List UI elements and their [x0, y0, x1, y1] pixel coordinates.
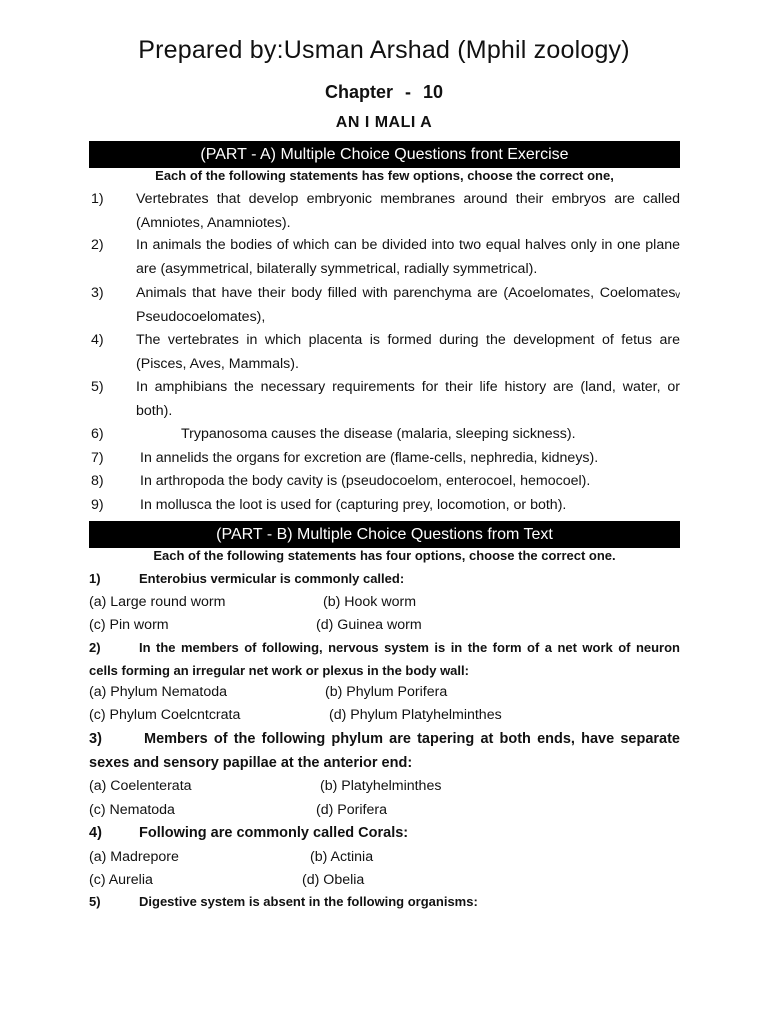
- question-text: Trypanosoma causes the disease (malaria, sleeping sickness).: [181, 426, 576, 442]
- question-text: In amphibians the necessary requirements for their life history are (land, water, or both).: [136, 379, 680, 419]
- part-b-question: [89, 822, 680, 846]
- part-b-question: [89, 568, 680, 591]
- chapter-label: Chapter: [324, 82, 393, 102]
- question-text: Vertebrates that develop embryonic membranes around their embryos are called (Amniotes, Anamniotes).: [136, 191, 680, 231]
- option: (a) Phylum Nematoda: [89, 684, 227, 700]
- page-title: Prepared by:Usman Arshad (Mphil zoology): [138, 36, 630, 64]
- option: (d) Phylum Platyhelminthes: [329, 707, 502, 723]
- question-number: 2): [91, 237, 104, 253]
- chapter-heading: [0, 82, 768, 103]
- option: (c) Nematoda: [89, 802, 175, 818]
- option-row: [89, 800, 680, 820]
- option: (c) Pin worm: [89, 617, 169, 633]
- option: (d) Porifera: [316, 802, 387, 818]
- question-number: 3): [89, 731, 102, 747]
- part-b-question: [89, 728, 680, 775]
- chapter-subtitle: AN I MALI A: [335, 114, 433, 131]
- option: (d) Guinea worm: [316, 617, 422, 633]
- question-text: Following are commonly called Corals:: [139, 825, 409, 841]
- option-row: [89, 615, 680, 635]
- part-a-question: [89, 470, 680, 494]
- question-number: 4): [89, 825, 102, 841]
- question-text: Enterobius vermicular is commonly called:: [139, 571, 405, 586]
- question-number: 4): [91, 332, 104, 348]
- part-a-question: [89, 188, 680, 235]
- part-a-question: [89, 282, 680, 329]
- question-text: In annelids the organs for excretion are (flame-cells, nephredia, kidneys).: [140, 450, 599, 466]
- question-text: Members of the following phylum are tapering at both ends, have separate sexes and sensory papillae at the anterior end:: [89, 731, 680, 771]
- part-a-question: [89, 329, 680, 376]
- part-b-instruction: Each of the following statements has four options, choose the correct one.: [153, 548, 616, 563]
- question-number: 1): [89, 571, 101, 586]
- option-row: [89, 592, 680, 612]
- part-a-question: [89, 423, 680, 447]
- question-text: The vertebrates in which placenta is formed during the development of fetus are (Pisces, Aves, Mammals).: [136, 332, 680, 372]
- question-number: 7): [91, 450, 104, 466]
- option-row: [89, 870, 680, 890]
- question-text: Animals that have their body filled with parenchyma are (Acoelomates, Coelomatesᵥ Pseudocoelomates),: [136, 285, 680, 325]
- question-number: 8): [91, 473, 104, 489]
- question-number: 5): [89, 894, 101, 909]
- option: (c) Phylum Coelcntcrata: [89, 707, 241, 723]
- part-a-question: [89, 376, 680, 423]
- option: (a) Coelenterata: [89, 778, 192, 794]
- part-a-heading: (PART - A) Multiple Choice Questions front Exercise: [89, 141, 680, 168]
- question-text: In animals the bodies of which can be divided into two equal halves only in one plane are (asymmetrical, bilaterally symmetrical, radially symmetrical).: [136, 237, 680, 277]
- option: (a) Madrepore: [89, 849, 179, 865]
- option: (d) Obelia: [302, 872, 365, 888]
- question-text: In mollusca the loot is used for (capturing prey, locomotion, or both).: [140, 497, 567, 513]
- question-number: 9): [91, 497, 104, 513]
- option: (b) Phylum Porifera: [325, 684, 448, 700]
- option: (b) Platyhelminthes: [320, 778, 442, 794]
- question-number: 2): [89, 640, 101, 655]
- question-number: 3): [91, 285, 104, 301]
- question-text: In arthropoda the body cavity is (pseudocoelom, enterocoel, hemocoel).: [140, 473, 591, 489]
- question-text: Digestive system is absent in the following organisms:: [139, 894, 478, 909]
- part-a-question: [89, 494, 680, 518]
- option-row: [89, 776, 680, 796]
- question-text-block: [89, 637, 680, 682]
- question-text-block: [89, 728, 680, 775]
- option: (b) Hook worm: [323, 594, 417, 610]
- option-row: [89, 847, 680, 867]
- part-b-question: [89, 637, 680, 682]
- option: (a) Large round worm: [89, 594, 226, 610]
- part-a-instruction: Each of the following statements has few options, choose the correct one,: [155, 168, 614, 183]
- question-number: 5): [91, 379, 104, 395]
- option: (c) Aurelia: [89, 872, 153, 888]
- part-a-question: [89, 234, 680, 281]
- option-row: [89, 682, 680, 702]
- question-number: 6): [91, 426, 104, 442]
- chapter-separator: -: [404, 82, 411, 102]
- question-text: In the members of following, nervous system is in the form of a net work of neuron cells forming an irregular net work or plexus in the body wall:: [89, 640, 680, 678]
- option: (b) Actinia: [310, 849, 374, 865]
- part-b-heading: (PART - B) Multiple Choice Questions from Text: [89, 521, 680, 548]
- chapter-number: 10: [422, 82, 444, 102]
- part-b-question: [89, 891, 680, 914]
- question-number: 1): [91, 191, 104, 207]
- part-a-question: [89, 447, 680, 471]
- option-row: [89, 705, 680, 725]
